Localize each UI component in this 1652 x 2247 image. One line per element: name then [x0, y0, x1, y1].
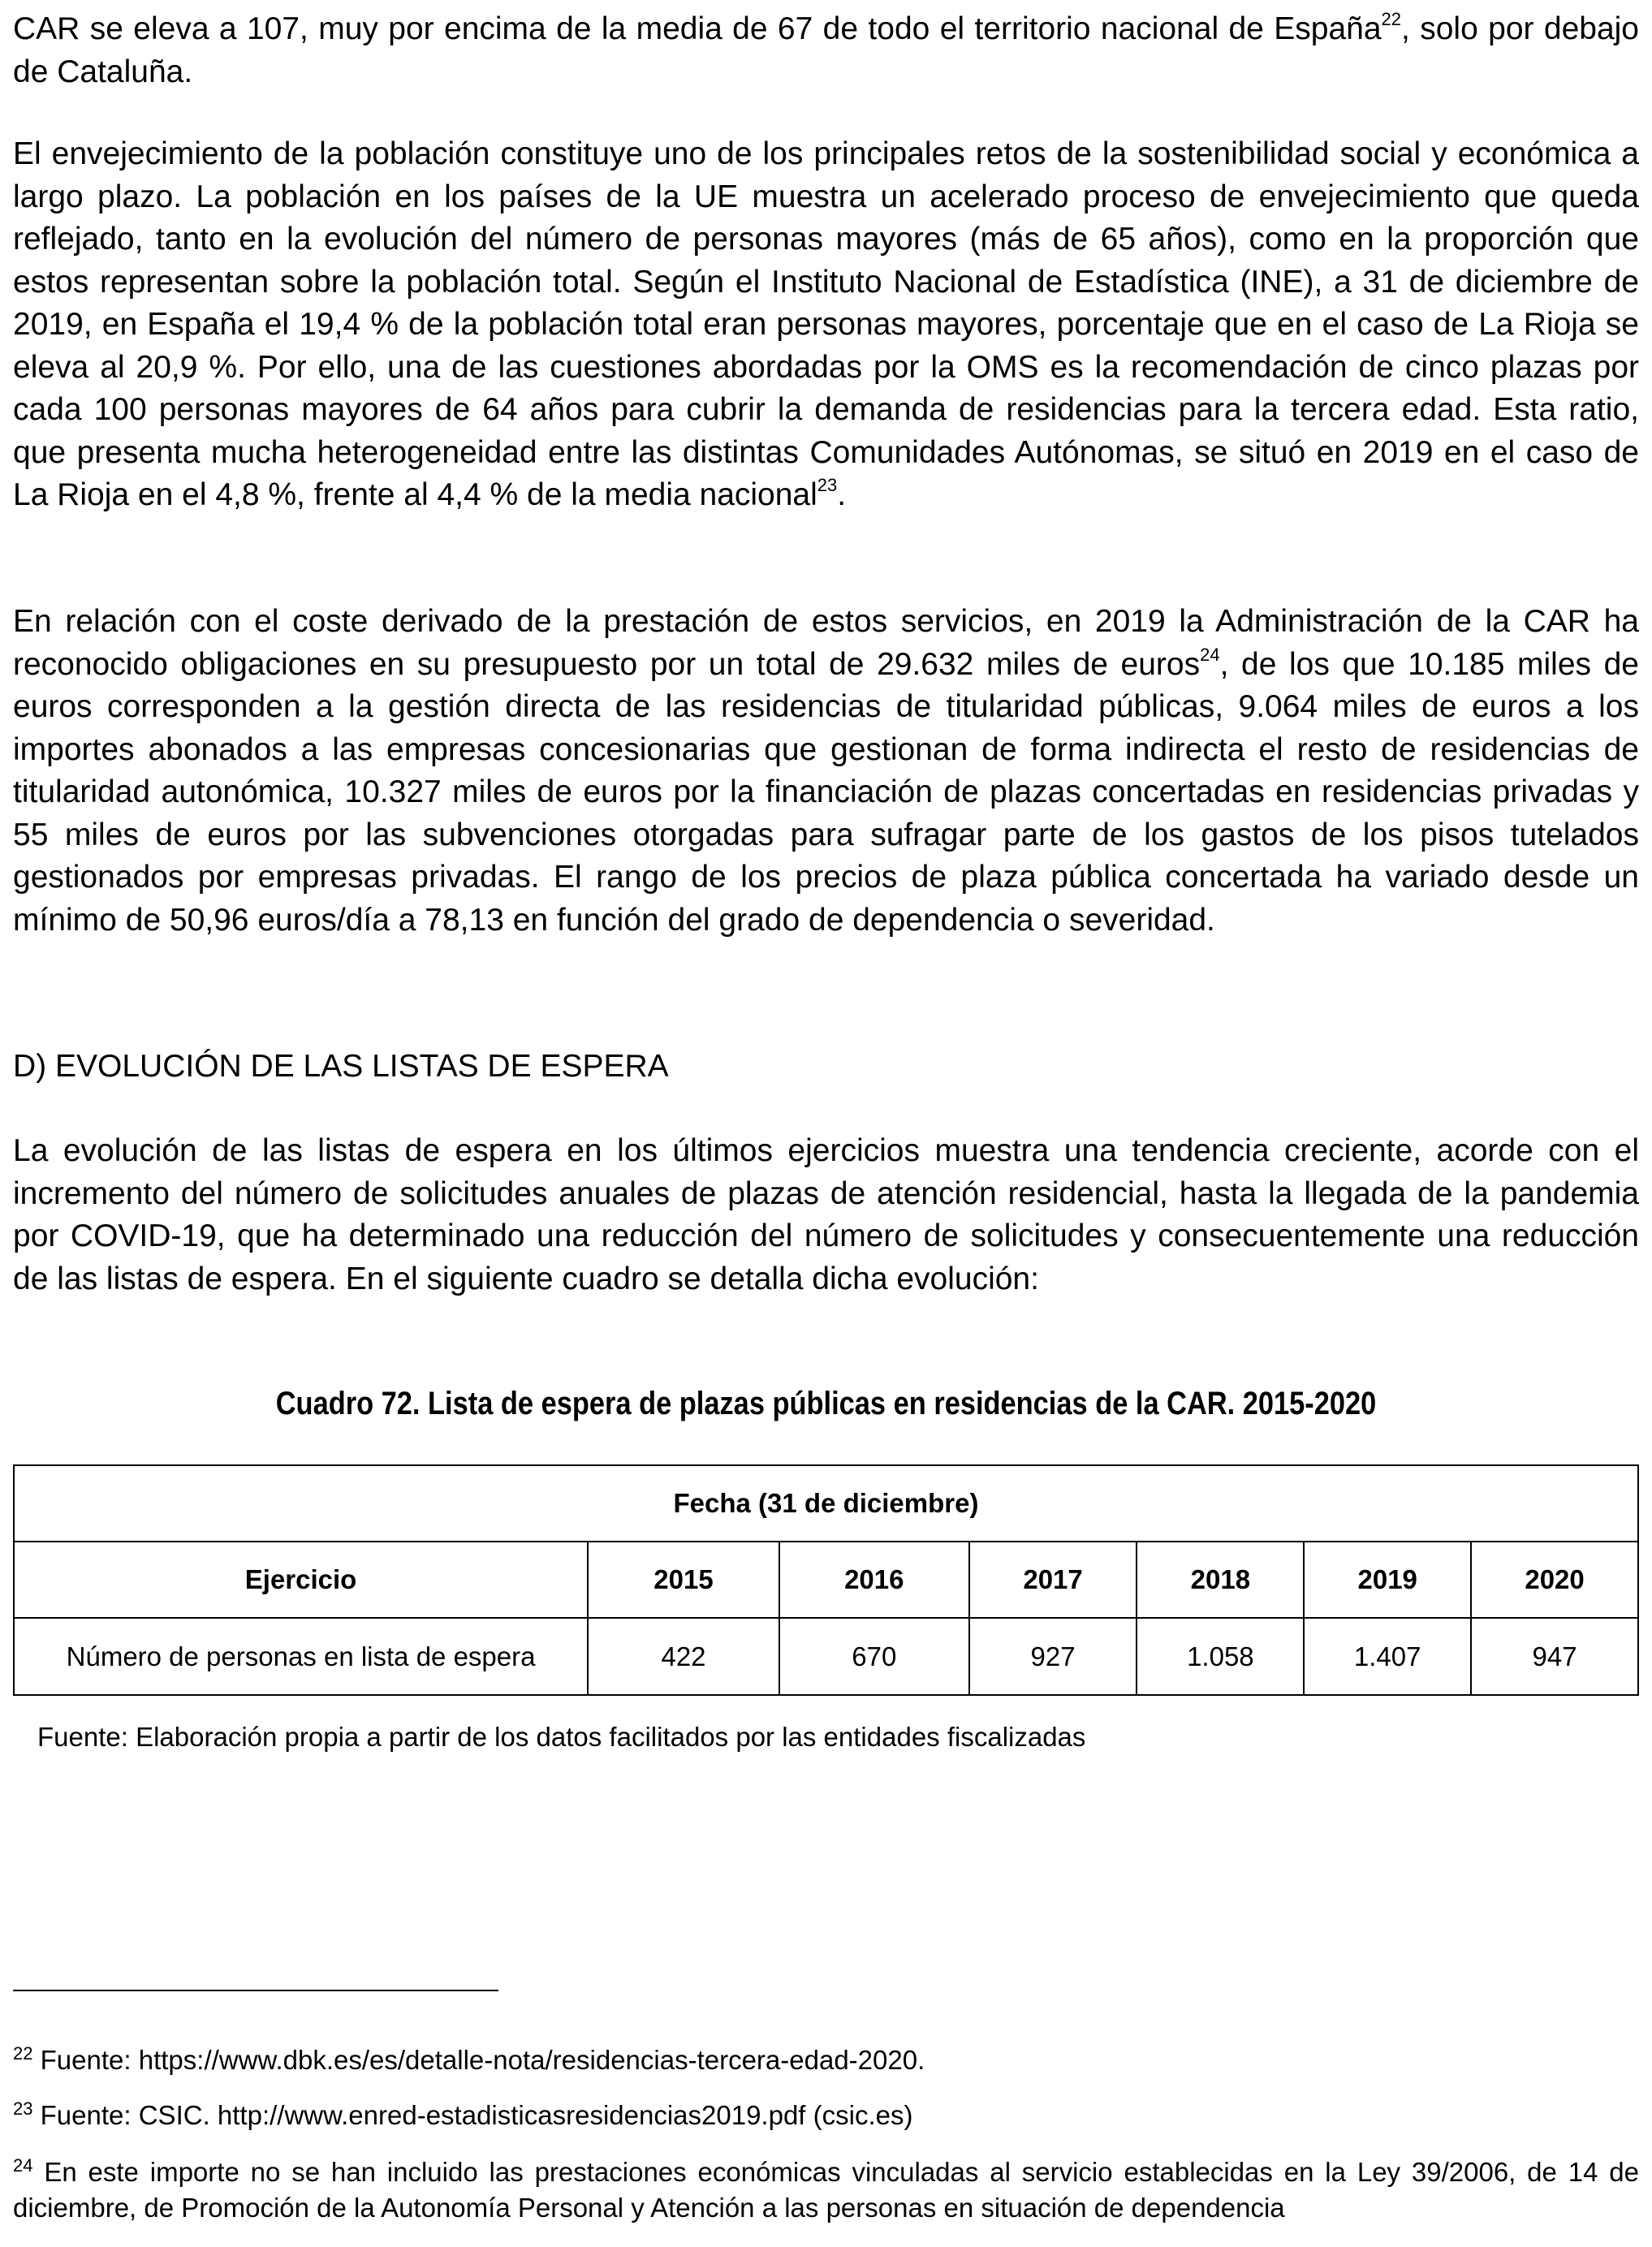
- paragraph-intro: CAR se eleva a 107, muy por encima de la media de 67 de todo el territorio nacional de España$^{22}$, solo por debajo de Cataluña.: [13, 9, 1639, 89]
- footnote-ref-23[interactable]: 23: [817, 475, 838, 495]
- footnote-ref-22[interactable]: 22: [1381, 9, 1402, 29]
- year-header: 2017: [969, 1542, 1137, 1618]
- year-header: 2016: [779, 1542, 969, 1618]
- table-source: Fuente: Elaboración propia a partir de los datos facilitados por las entidades fiscalizadas: [37, 1722, 1086, 1752]
- table-cell: 670: [779, 1618, 969, 1695]
- year-header: 2015: [588, 1542, 779, 1618]
- table-row: [14, 1618, 1638, 1695]
- footnote-divider: [13, 1990, 498, 1991]
- table-row-header: Ejercicio: [14, 1542, 588, 1618]
- waiting-list-table: [13, 1464, 1639, 1696]
- footnote-24: $^{24}$ En este importe no se han incluido las prestaciones económicas vinculadas al servicio establecidas en la Ley 39/2006, de 14 de diciembre, de Promoción de la Autonomía Personal y Atención a las personas en situación de dependencia: [13, 2155, 1639, 2223]
- footnote-23: $^{23}$ Fuente: CSIC. http://www.enred-estadisticasresidencias2019.pdf (csic.es): [13, 2098, 913, 2130]
- table-cell: 1.407: [1304, 1618, 1471, 1695]
- footnote-ref-24[interactable]: 24: [1200, 644, 1220, 665]
- section-heading: D) EVOLUCIÓN DE LAS LISTAS DE ESPERA: [13, 1049, 669, 1084]
- table-caption: Cuadro 72. Lista de espera de plazas públicas en residencias de la CAR. 2015-2020: [275, 1386, 1377, 1421]
- year-header: 2020: [1471, 1542, 1638, 1618]
- table-cell: 1.058: [1137, 1618, 1304, 1695]
- paragraph-aging: El envejecimiento de la población constituye uno de los principales retos de la sostenibilidad social y económica a largo plazo. La población en los países de la UE muestra un acelerado proceso de envejecimiento que queda reflejado, tanto en la evolución del número de personas mayores (más de 65 años), como en la proporción que estos representan sobre la población total. Según el Instituto Nacional de Estadística (INE), a 31 de diciembre de 2019, en España el 19,4 % de la población total eran personas mayores, porcentaje que en el caso de La Rioja se eleva al 20,9 %. Por ello, una de las cuestiones abordadas por la OMS es la recomendación de cinco plazas por cada 100 personas mayores de 64 años para cubrir la demanda de residencias para la tercera edad. Esta ratio, que presenta mucha heterogeneidad entre las distintas Comunidades Autónomas, se situó en 2019 en el caso de La Rioja en el 4,8 %, frente al 4,4 % de la media nacional$^{23}$.: [13, 136, 1639, 512]
- table-row-label: Número de personas en lista de espera: [14, 1618, 588, 1695]
- table-cell: 947: [1471, 1618, 1638, 1695]
- paragraph-cost: En relación con el coste derivado de la prestación de estos servicios, en 2019 la Administración de la CAR ha reconocido obligaciones en su presupuesto por un total de 29.632 miles de euros$^{24}$, de los que 10.185 miles de euros corresponden a la gestión directa de las residencias de titularidad públicas, 9.064 miles de euros a los importes abonados a las empresas concesionarias que gestionan de forma indirecta el resto de residencias de titularidad autonómica, 10.327 miles de euros por la financiación de plazas concertadas en residencias privadas y 55 miles de euros por las subvenciones otorgadas para sufragar parte de los gastos de los pisos tutelados gestionados por empresas privadas. El rango de los precios de plaza pública concertada ha variado desde un mínimo de 50,96 euros/día a 78,13 en función del grado de dependencia o severidad.: [13, 604, 1640, 938]
- footnote-22: $^{22}$ Fuente: https://www.dbk.es/es/detalle-nota/residencias-tercera-edad-2020.: [13, 2043, 925, 2075]
- table-group-header: Fecha (31 de diciembre): [14, 1465, 1638, 1542]
- year-header: 2019: [1304, 1542, 1471, 1618]
- paragraph-waiting-lists: La evolución de las listas de espera en los últimos ejercicios muestra una tendencia creciente, acorde con el incremento del número de solicitudes anuales de plazas de atención residencial, hasta la llegada de la pandemia por COVID-19, que ha determinado una reducción del número de solicitudes y consecuentemente una reducción de las listas de espera. En el siguiente cuadro se detalla dicha evolución:: [13, 1133, 1639, 1296]
- table-cell: 927: [969, 1618, 1137, 1695]
- table-cell: 422: [588, 1618, 779, 1695]
- year-header: 2018: [1137, 1542, 1304, 1618]
